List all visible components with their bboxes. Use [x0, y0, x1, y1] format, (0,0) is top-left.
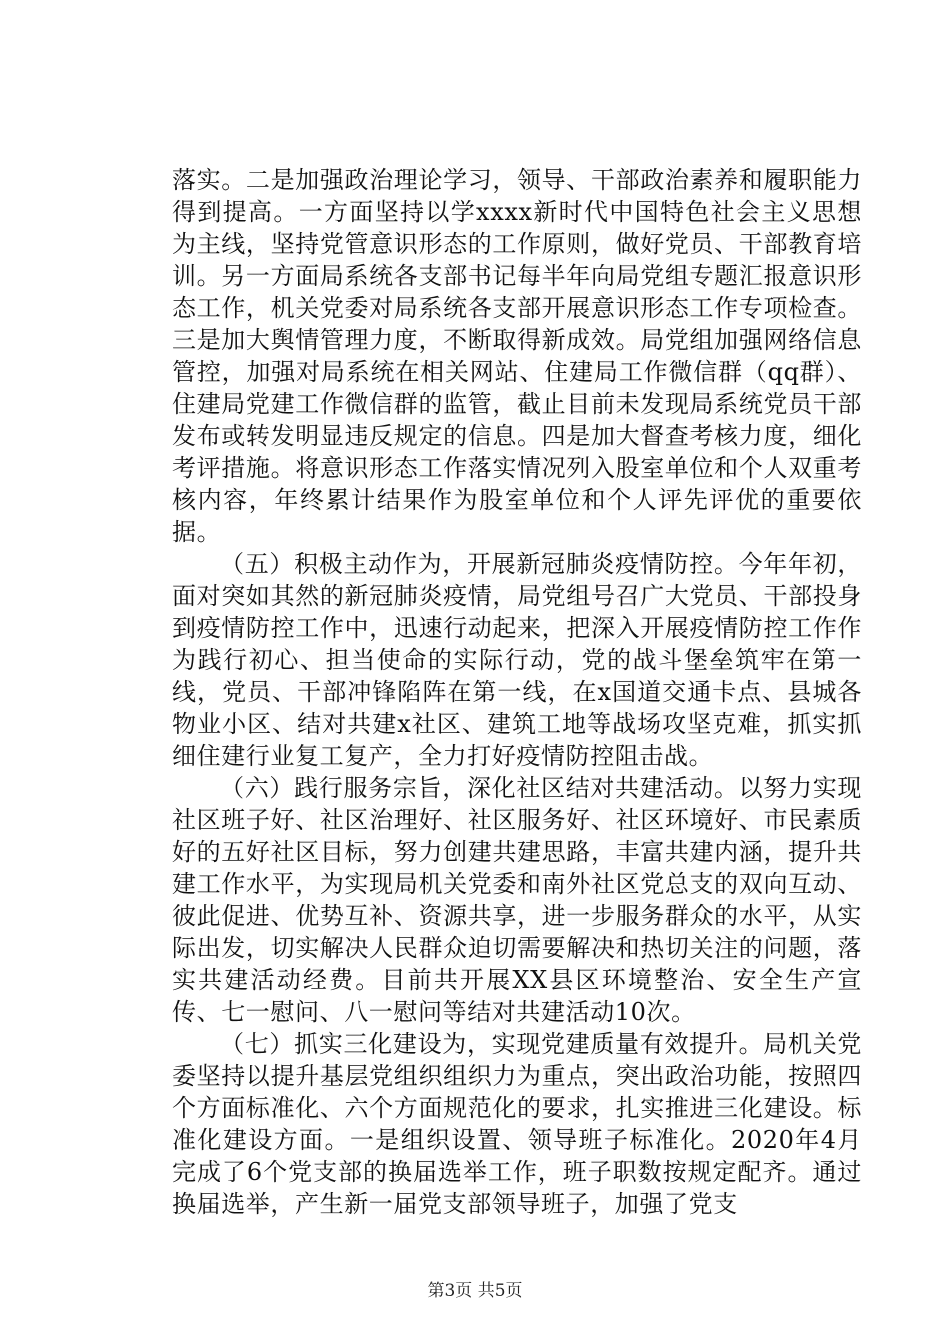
paragraph-3: （六）践行服务宗旨，深化社区结对共建活动。以努力实现社区班子好、社区治理好、社区服务好、社区环境好、市民素质好的五好社区目标，努力创建共建思路，丰富共建内涵，提升共建工作水平，为实现局机关党委和南外社区党总支的双向互动、彼此促进、优势互补、资源共享，进一步服务群众的水平，从实际出发，切实解决人民群众迫切需要解决和热切关注的问题，落实共建活动经费。目前共开展XX县区环境整治、安全生产宣传、七一慰问、八一慰问等结对共建活动10次。 [172, 774, 862, 1026]
page-number-footer: 第3页 共5页 [427, 1281, 523, 1301]
paragraph-4: （七）抓实三化建设为，实现党建质量有效提升。局机关党委坚持以提升基层党组织组织力为重点，突出政治功能，按照四个方面标准化、六个方面规范化的要求，扎实推进三化建设。标准化建设方面。一是组织设置、领导班子标准化。2020年4月完成了6个党支部的换届选举工作，班子职数按规定配齐。通过换届选举，产生新一届党支部领导班子，加强了党支 [172, 1030, 862, 1218]
document-body [172, 164, 862, 1220]
paragraph-1: 落实。二是加强政治理论学习，领导、干部政治素养和履职能力得到提高。一方面坚持以学xxxx新时代中国特色社会主义思想为主线，坚持党管意识形态的工作原则，做好党员、干部教育培训。另一方面局系统各支部书记每半年向局党组专题汇报意识形态工作，机关党委对局系统各支部开展意识形态工作专项检查。三是加大舆情管理力度，不断取得新成效。局党组加强网络信息管控，加强对局系统在相关网站、住建局工作微信群（qq群）、住建局党建工作微信群的监管，截止目前未发现局系统党员干部发布或转发明显违反规定的信息。四是加大督查考核力度，细化考评措施。将意识形态工作落实情况列入股室单位和个人双重考核内容，年终累计结果作为股室单位和个人评先评优的重要依据。 [172, 166, 862, 546]
paragraph-2: （五）积极主动作为，开展新冠肺炎疫情防控。今年年初，面对突如其然的新冠肺炎疫情，局党组号召广大党员、干部投身到疫情防控工作中，迅速行动起来，把深入开展疫情防控工作作为践行初心、担当使命的实际行动，党的战斗堡垒筑牢在第一线，党员、干部冲锋陷阵在第一线，在x国道交通卡点、县城各物业小区、结对共建x社区、建筑工地等战场攻坚克难，抓实抓细住建行业复工复产，全力打好疫情防控阻击战。 [172, 550, 862, 770]
